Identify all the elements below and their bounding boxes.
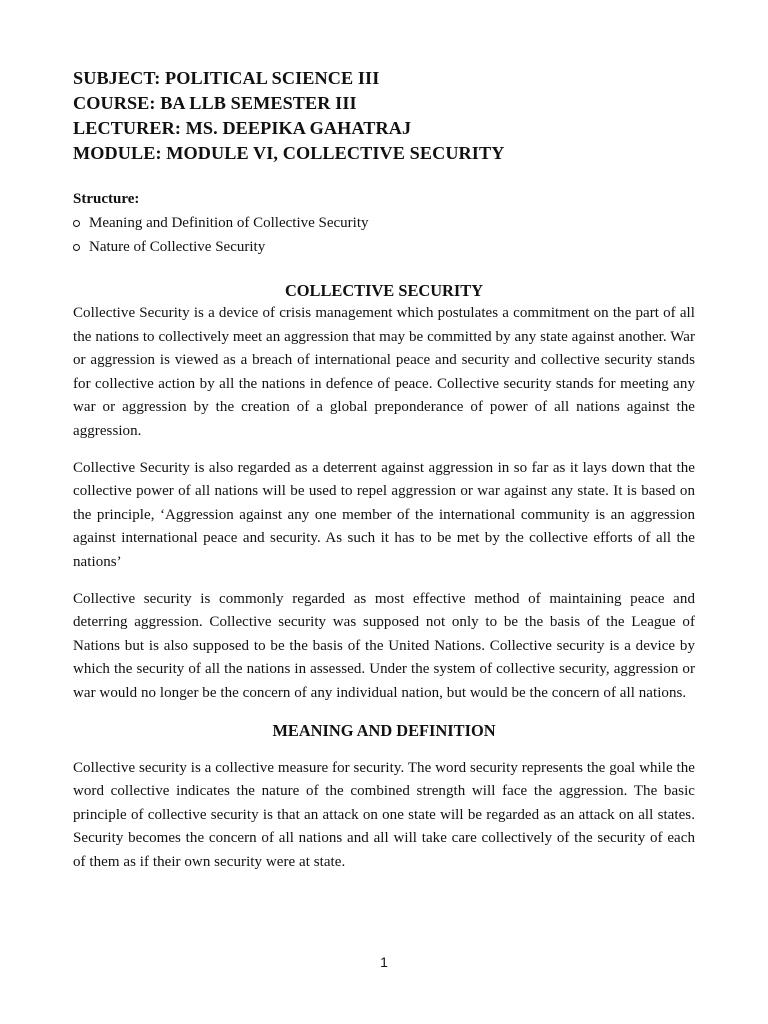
lecturer-line: LECTURER: MS. DEEPIKA GAHATRAJ [73,118,412,138]
list-item-label: Nature of Collective Security [89,238,266,255]
course-line: COURSE: BA LLB SEMESTER III [73,93,357,113]
subject-line: SUBJECT: POLITICAL SCIENCE III [73,68,380,88]
structure-title: Structure: [73,191,140,207]
list-item [73,236,695,260]
structure-list [73,212,695,259]
document-page [73,66,695,874]
circle-bullet-icon [73,220,80,227]
section-heading-collective-security: COLLECTIVE SECURITY [284,281,484,300]
paragraph: Collective security is a collective measure for security. The word security represents the goal while the word collective indicates the nature of the combined strength will face the aggression. The basic principle of collective security is that an attack on one state will be regarded as an attack on all states. Security becomes the concern of all nations and all will take care collectively of the security of each of them as if their own security were at state. [73,759,695,870]
paragraph: Collective security is commonly regarded as most effective method of maintaining peace and deterring aggression. Collective security was supposed not only to be the basis of the League of Nations but is also supposed to be the basis of the United Nations. Collective security is a device by which the security of all the nations in assessed. Under the system of collective security, aggression or war would no longer be the concern of any individual nation, but would be the concern of all nations. [73,590,695,701]
circle-bullet-icon [73,244,80,251]
list-item-label: Meaning and Definition of Collective Security [89,215,369,231]
section-heading-meaning-and-definition: MEANING AND DEFINITION [272,720,496,740]
paragraph: Collective Security is also regarded as a deterrent against aggression in so far as it lays down that the collective power of all nations will be used to repel aggression or war against any state. It is based on the principle, ‘Aggression against any one member of the international community is an aggression against international peace and security. As such it has to be met by the collective efforts of all the nations’ [73,459,695,570]
structure-block [73,188,695,259]
document-header [73,66,695,166]
list-item [73,212,695,236]
page-number: 1 [380,954,388,970]
paragraph: Collective Security is a device of crisis management which postulates a commitment on the part of all the nations to collectively meet an aggression that may be committed by any state against another. War or aggression is viewed as a breach of international peace and security and collective security stands for collective action by all the nations in defence of peace. Collective security stands for meeting any war or aggression by the creation of a global preponderance of power of all nations against the aggression. [73,305,695,439]
module-line: MODULE: MODULE VI, COLLECTIVE SECURITY [73,143,505,163]
